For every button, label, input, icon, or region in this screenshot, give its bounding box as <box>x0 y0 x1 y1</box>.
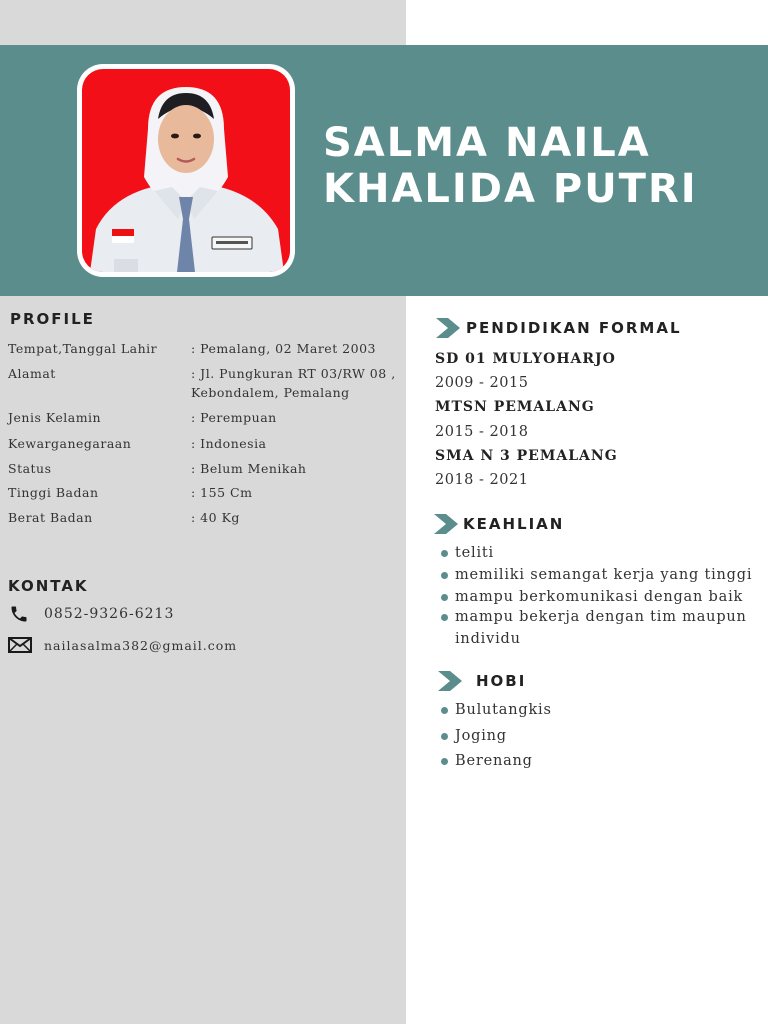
hobi-header <box>438 671 526 691</box>
profile-value: : Pemalang, 02 Maret 2003 <box>191 341 376 356</box>
hobi-heading: HOBI <box>476 672 527 690</box>
profile-label: Berat Badan <box>8 510 93 525</box>
school-years: 2009 - 2015 <box>435 375 529 391</box>
portrait-image <box>82 69 290 272</box>
keahlian-header <box>434 514 564 534</box>
hobby-text: Joging <box>455 728 507 744</box>
chevron-arrow-icon <box>434 514 458 534</box>
list-item <box>441 699 763 721</box>
profile-value: : Perempuan <box>191 410 277 425</box>
profile-value: : 40 Kg <box>191 510 240 525</box>
phone-contact <box>8 603 174 625</box>
skill-text: teliti <box>455 545 494 561</box>
skill-text: mampu berkomunikasi dengan baik <box>455 589 744 605</box>
bullet-dot <box>441 594 448 601</box>
bullet-dot <box>441 572 448 579</box>
skill-text: memiliki semangat kerja yang tinggi <box>455 567 753 583</box>
school-years: 2015 - 2018 <box>435 424 529 440</box>
school-name: SMA N 3 PEMALANG <box>435 448 618 464</box>
list-item <box>441 606 759 650</box>
candidate-name <box>323 120 763 212</box>
list-item <box>441 750 763 772</box>
pendidikan-header <box>436 318 682 338</box>
school-name: SD 01 MULYOHARJO <box>435 351 616 367</box>
list-item <box>441 725 763 747</box>
chevron-arrow-icon <box>436 318 460 338</box>
name-line-2: KHALIDA PUTRI <box>323 166 698 212</box>
hobby-text: Berenang <box>455 753 533 769</box>
bullet-dot <box>441 707 448 714</box>
profile-label: Status <box>8 461 52 476</box>
kontak-heading: KONTAK <box>8 577 89 595</box>
chevron-arrow-icon <box>438 671 462 691</box>
bullet-dot <box>441 733 448 740</box>
name-line-1: SALMA NAILA <box>323 120 651 166</box>
envelope-icon <box>8 635 34 655</box>
school-years: 2018 - 2021 <box>435 472 529 488</box>
list-item <box>441 586 763 608</box>
skill-text: mampu bekerja dengan tim maupun individu <box>455 609 747 647</box>
email-contact <box>8 634 237 656</box>
phone-icon <box>8 604 34 624</box>
profile-value: : Indonesia <box>191 436 267 451</box>
profile-label: Tempat,Tanggal Lahir <box>8 341 158 356</box>
profile-value: : Belum Menikah <box>191 461 307 476</box>
hobby-text: Bulutangkis <box>455 702 552 718</box>
list-item <box>441 564 763 586</box>
profile-photo <box>77 64 295 277</box>
bullet-dot <box>441 758 448 765</box>
profile-label: Jenis Kelamin <box>8 410 102 425</box>
profile-heading: PROFILE <box>10 310 95 328</box>
profile-label: Alamat <box>8 366 56 381</box>
profile-label: Kewarganegaraan <box>8 436 132 451</box>
pendidikan-heading: PENDIDIKAN FORMAL <box>466 319 682 337</box>
profile-value: : Jl. Pungkuran RT 03/RW 08 , Kebondalem, Pemalang <box>191 366 396 400</box>
bullet-dot <box>441 550 448 557</box>
bullet-dot <box>441 614 448 621</box>
keahlian-heading: KEAHLIAN <box>463 515 565 533</box>
school-name: MTSN PEMALANG <box>435 399 595 415</box>
phone-number: 0852-9326-6213 <box>44 606 175 622</box>
profile-value: : 155 Cm <box>191 485 253 500</box>
profile-label: Tinggi Badan <box>8 485 99 500</box>
email-address: nailasalma382@gmail.com <box>44 637 238 653</box>
list-item <box>441 542 763 564</box>
